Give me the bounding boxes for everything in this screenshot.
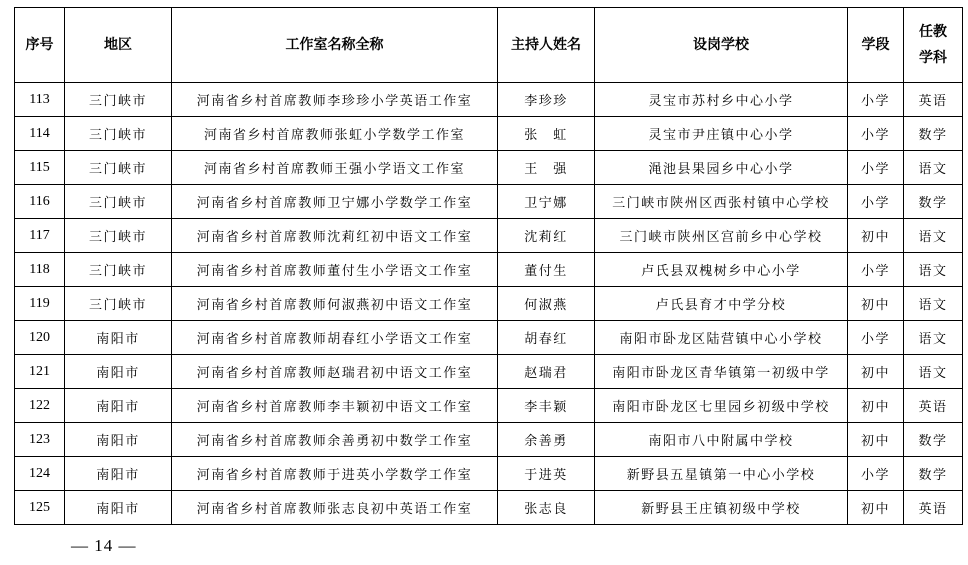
- cell-school: 灵宝市尹庄镇中心小学: [595, 117, 848, 151]
- cell-subject: 数学: [904, 457, 963, 491]
- cell-region: 三门峡市: [65, 83, 172, 117]
- cell-region: 三门峡市: [65, 185, 172, 219]
- header-no: 序号: [15, 8, 65, 83]
- table-row: [15, 185, 963, 219]
- cell-no: 123: [15, 423, 65, 457]
- table-row: [15, 355, 963, 389]
- cell-region: 南阳市: [65, 355, 172, 389]
- cell-studio-name: 河南省乡村首席教师沈莉红初中语文工作室: [172, 219, 498, 253]
- page-number: — 14 —: [71, 536, 137, 555]
- cell-no: 117: [15, 219, 65, 253]
- header-subject-line1: 任教: [919, 24, 947, 40]
- cell-studio-name: 河南省乡村首席教师李丰颖初中语文工作室: [172, 389, 498, 423]
- cell-studio-name: 河南省乡村首席教师何淑燕初中语文工作室: [172, 287, 498, 321]
- cell-host: 李丰颖: [498, 389, 595, 423]
- cell-region: 南阳市: [65, 321, 172, 355]
- cell-host: 沈莉红: [498, 219, 595, 253]
- cell-stage: 初中: [848, 287, 904, 321]
- cell-region: 三门峡市: [65, 287, 172, 321]
- cell-host: 胡春红: [498, 321, 595, 355]
- cell-subject: 英语: [904, 491, 963, 525]
- cell-host: 卫宁娜: [498, 185, 595, 219]
- cell-studio-name: 河南省乡村首席教师王强小学语文工作室: [172, 151, 498, 185]
- cell-stage: 小学: [848, 151, 904, 185]
- cell-region: 南阳市: [65, 491, 172, 525]
- cell-stage: 初中: [848, 219, 904, 253]
- cell-stage: 小学: [848, 457, 904, 491]
- cell-school: 南阳市卧龙区青华镇第一初级中学: [595, 355, 848, 389]
- cell-studio-name: 河南省乡村首席教师胡春红小学语文工作室: [172, 321, 498, 355]
- header-stage: 学段: [848, 8, 904, 83]
- cell-subject: 语文: [904, 219, 963, 253]
- cell-no: 120: [15, 321, 65, 355]
- cell-region: 南阳市: [65, 457, 172, 491]
- cell-studio-name: 河南省乡村首席教师于进英小学数学工作室: [172, 457, 498, 491]
- cell-host: 何淑燕: [498, 287, 595, 321]
- cell-host: 于进英: [498, 457, 595, 491]
- cell-subject: 语文: [904, 287, 963, 321]
- cell-school: 卢氏县育才中学分校: [595, 287, 848, 321]
- cell-host: 董付生: [498, 253, 595, 287]
- cell-region: 三门峡市: [65, 151, 172, 185]
- table-row: [15, 457, 963, 491]
- cell-region: 南阳市: [65, 423, 172, 457]
- table-row: [15, 151, 963, 185]
- cell-region: 三门峡市: [65, 117, 172, 151]
- cell-no: 124: [15, 457, 65, 491]
- cell-stage: 小学: [848, 185, 904, 219]
- cell-subject: 语文: [904, 321, 963, 355]
- cell-school: 南阳市卧龙区七里园乡初级中学校: [595, 389, 848, 423]
- table-row: [15, 321, 963, 355]
- cell-subject: 数学: [904, 423, 963, 457]
- cell-host: 赵瑞君: [498, 355, 595, 389]
- cell-no: 115: [15, 151, 65, 185]
- cell-stage: 小学: [848, 253, 904, 287]
- cell-region: 南阳市: [65, 389, 172, 423]
- table-row: [15, 389, 963, 423]
- table-row: [15, 253, 963, 287]
- cell-school: 新野县五星镇第一中心小学校: [595, 457, 848, 491]
- cell-subject: 语文: [904, 253, 963, 287]
- header-region: 地区: [65, 8, 172, 83]
- cell-host: 王 强: [498, 151, 595, 185]
- cell-stage: 初中: [848, 491, 904, 525]
- cell-subject: 英语: [904, 83, 963, 117]
- cell-no: 118: [15, 253, 65, 287]
- cell-school: 三门峡市陕州区西张村镇中心学校: [595, 185, 848, 219]
- cell-studio-name: 河南省乡村首席教师董付生小学语文工作室: [172, 253, 498, 287]
- cell-stage: 小学: [848, 321, 904, 355]
- header-subject: [904, 8, 963, 83]
- cell-no: 113: [15, 83, 65, 117]
- table-row: [15, 117, 963, 151]
- cell-no: 122: [15, 389, 65, 423]
- cell-stage: 小学: [848, 83, 904, 117]
- cell-studio-name: 河南省乡村首席教师张志良初中英语工作室: [172, 491, 498, 525]
- cell-studio-name: 河南省乡村首席教师卫宁娜小学数学工作室: [172, 185, 498, 219]
- cell-no: 114: [15, 117, 65, 151]
- cell-no: 125: [15, 491, 65, 525]
- cell-region: 三门峡市: [65, 253, 172, 287]
- header-studio-name: 工作室名称全称: [172, 8, 498, 83]
- cell-school: 南阳市卧龙区陆营镇中心小学校: [595, 321, 848, 355]
- cell-school: 卢氏县双槐树乡中心小学: [595, 253, 848, 287]
- header-host: 主持人姓名: [498, 8, 595, 83]
- cell-host: 张 虹: [498, 117, 595, 151]
- cell-subject: 数学: [904, 117, 963, 151]
- table-body: [15, 83, 963, 525]
- cell-no: 116: [15, 185, 65, 219]
- cell-region: 三门峡市: [65, 219, 172, 253]
- cell-studio-name: 河南省乡村首席教师张虹小学数学工作室: [172, 117, 498, 151]
- document-table-wrapper: [14, 7, 962, 525]
- cell-no: 121: [15, 355, 65, 389]
- table-header: [15, 8, 963, 83]
- cell-stage: 初中: [848, 423, 904, 457]
- cell-school: 新野县王庄镇初级中学校: [595, 491, 848, 525]
- header-subject-line2: 学科: [919, 50, 947, 66]
- header-row: [15, 8, 963, 83]
- cell-studio-name: 河南省乡村首席教师赵瑞君初中语文工作室: [172, 355, 498, 389]
- cell-no: 119: [15, 287, 65, 321]
- teacher-studio-table: [14, 7, 963, 525]
- table-row: [15, 83, 963, 117]
- cell-subject: 英语: [904, 389, 963, 423]
- cell-host: 张志良: [498, 491, 595, 525]
- cell-stage: 小学: [848, 117, 904, 151]
- cell-school: 渑池县果园乡中心小学: [595, 151, 848, 185]
- cell-host: 余善勇: [498, 423, 595, 457]
- table-row: [15, 219, 963, 253]
- cell-school: 南阳市八中附属中学校: [595, 423, 848, 457]
- table-row: [15, 491, 963, 525]
- cell-subject: 语文: [904, 355, 963, 389]
- table-row: [15, 423, 963, 457]
- cell-stage: 初中: [848, 389, 904, 423]
- cell-stage: 初中: [848, 355, 904, 389]
- cell-school: 三门峡市陕州区宫前乡中心学校: [595, 219, 848, 253]
- header-school: 设岗学校: [595, 8, 848, 83]
- cell-subject: 数学: [904, 185, 963, 219]
- cell-school: 灵宝市苏村乡中心小学: [595, 83, 848, 117]
- cell-studio-name: 河南省乡村首席教师余善勇初中数学工作室: [172, 423, 498, 457]
- table-row: [15, 287, 963, 321]
- cell-host: 李珍珍: [498, 83, 595, 117]
- cell-studio-name: 河南省乡村首席教师李珍珍小学英语工作室: [172, 83, 498, 117]
- cell-subject: 语文: [904, 151, 963, 185]
